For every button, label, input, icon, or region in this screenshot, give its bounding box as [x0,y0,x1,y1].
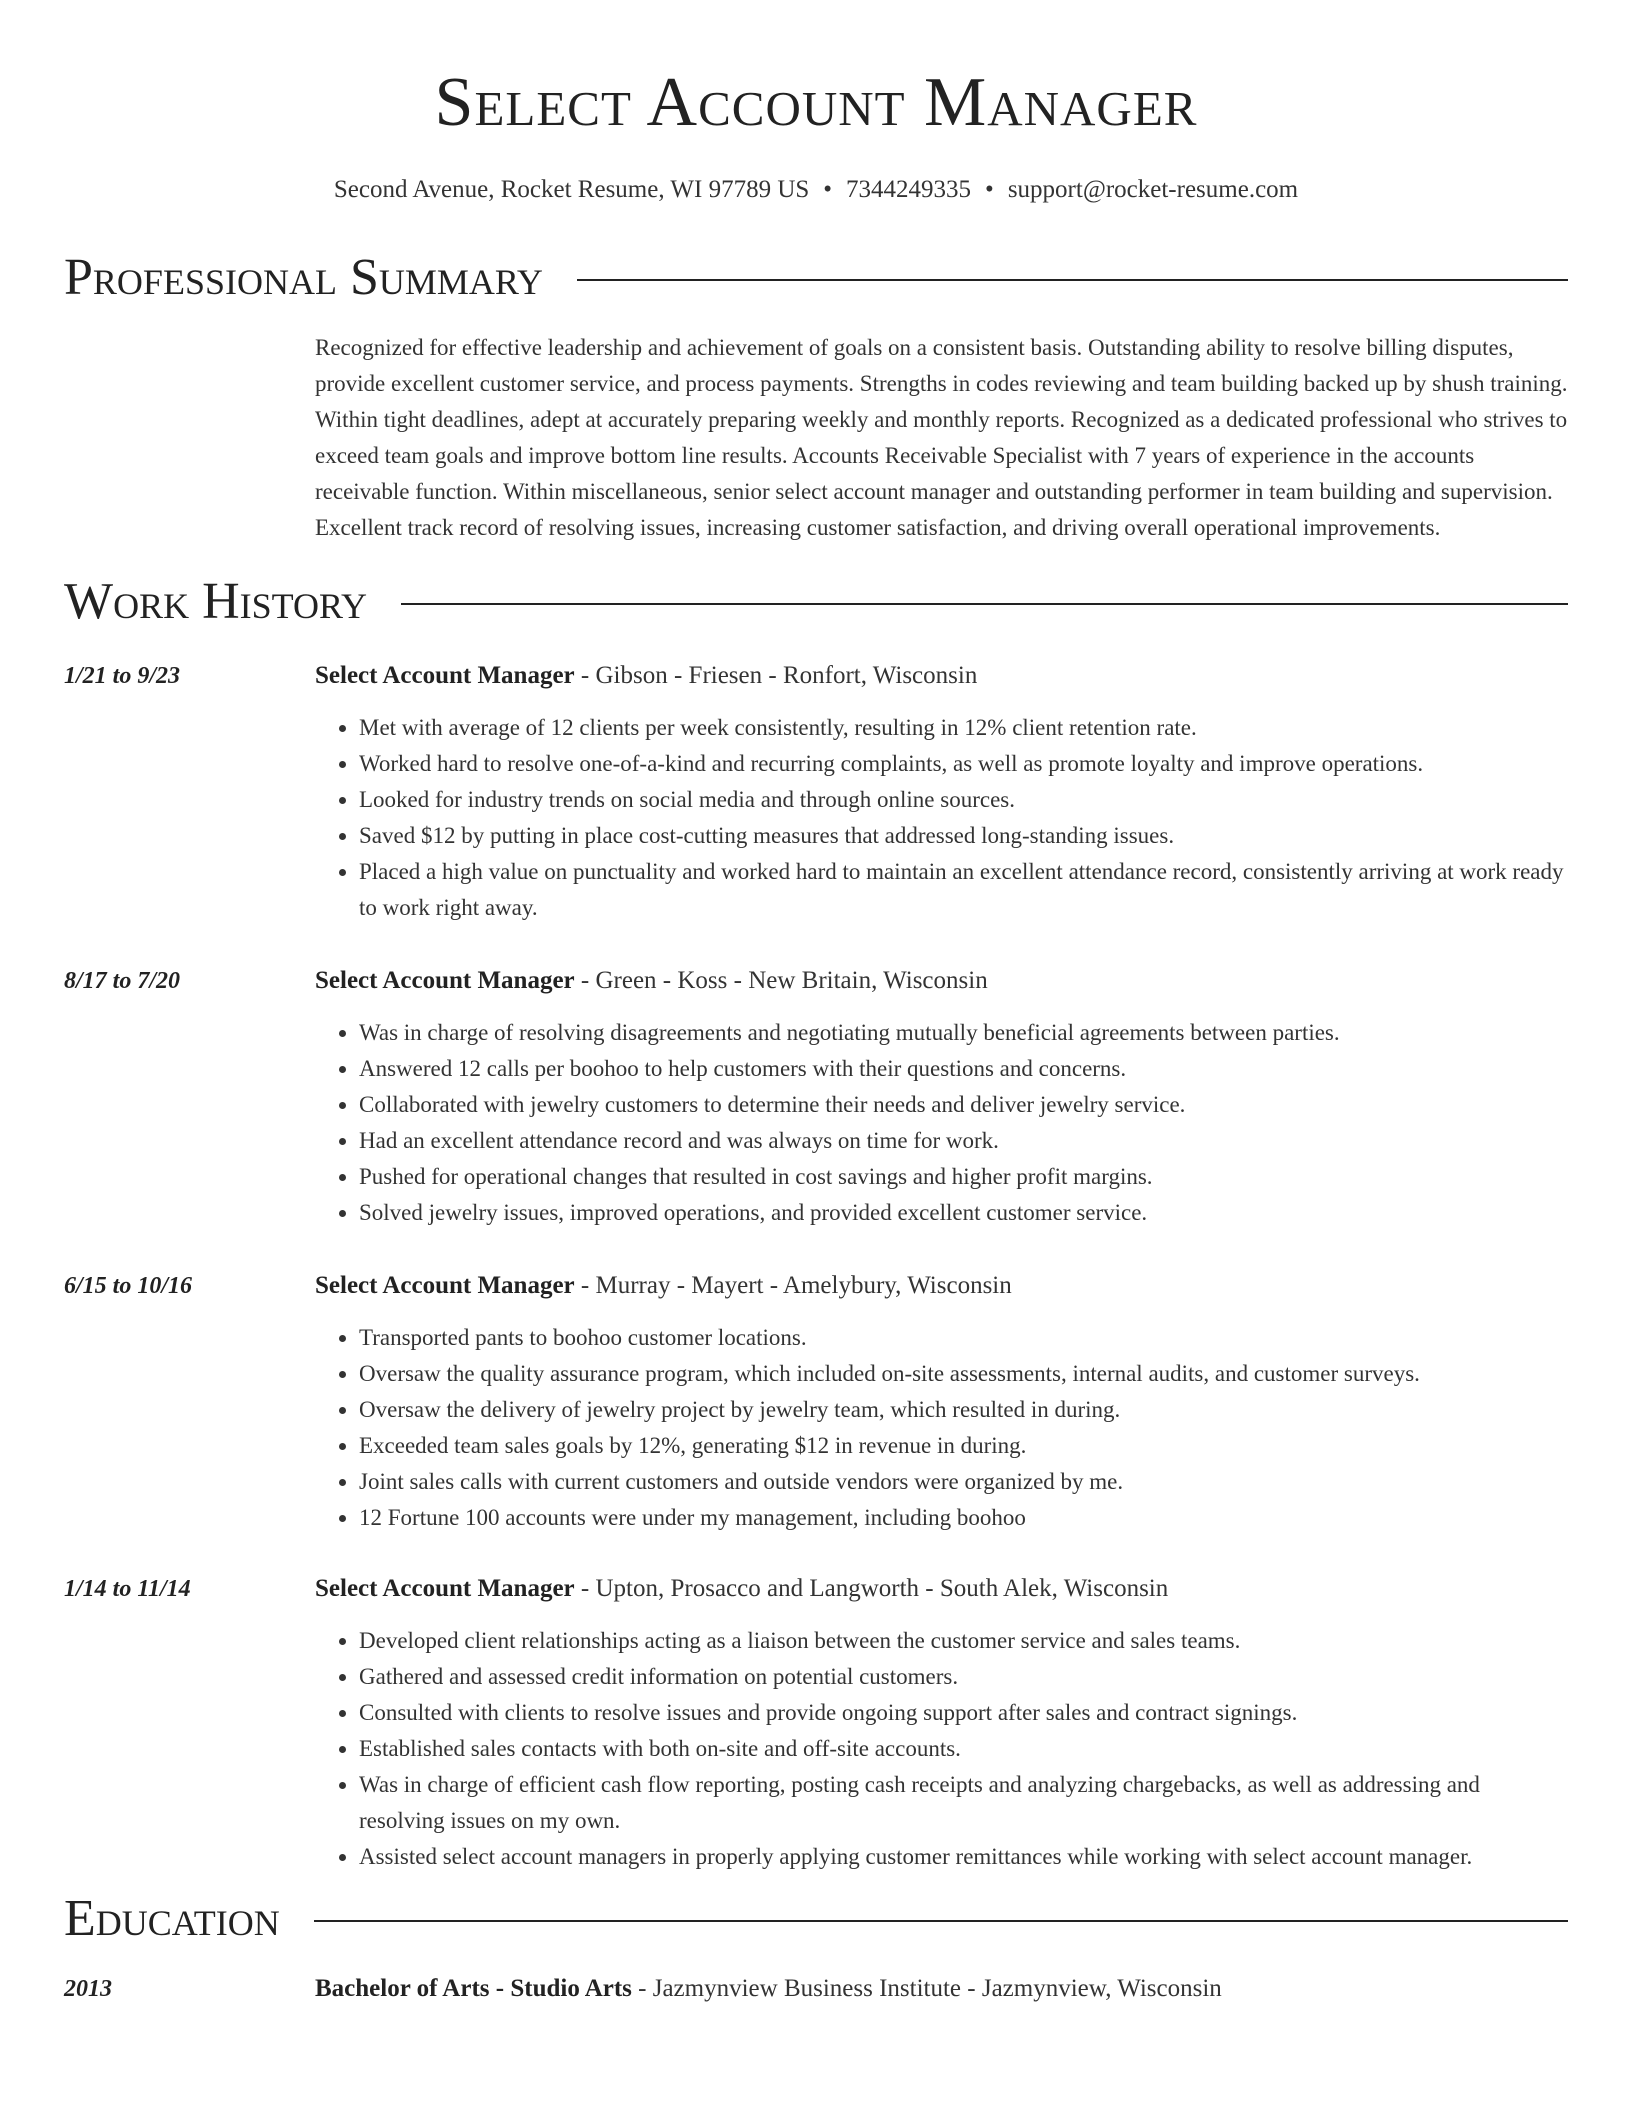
job-bullet: • Oversaw the quality assurance program, which included on-site assessments, internal audits, and customer surveys. [359,1356,1568,1392]
education-year: 2013 [64,1976,112,2002]
contact-email: support@rocket-resume.com [1007,176,1299,203]
section-divider [401,603,1568,605]
job-employer: - Upton, Prosacco and Langworth - South Alek, Wisconsin [574,1575,1169,1602]
job-bullet: • Answered 12 calls per boohoo to help customers with their questions and concerns. [359,1051,1568,1087]
job-title-line [315,1571,1568,1607]
education-details [315,1971,1568,2007]
section-divider [314,1920,1568,1922]
job-bullet: • Placed a high value on punctuality and worked hard to maintain an excellent attendance record, consistently arriving at work ready to work right away. [359,854,1568,926]
job-bullet: • Established sales contacts with both on-site and off-site accounts. [359,1731,1568,1767]
job-employer: - Green - Koss - New Britain, Wisconsin [574,967,988,994]
job-entry [64,1268,1568,1536]
job-dates: 8/17 to 7/20 [64,968,181,994]
education-list [64,1971,1568,2007]
section-title-work-history: Work History [64,573,368,630]
contact-phone: 7344249335 [846,176,972,203]
job-bullet: • Worked hard to resolve one-of-a-kind and recurring complaints, as well as promote loyalty and improve operations. [359,746,1568,782]
job-bullet: • 12 Fortune 100 accounts were under my management, including boohoo [359,1500,1568,1536]
job-bullet: • Solved jewelry issues, improved operations, and provided excellent customer service. [359,1195,1568,1231]
job-details [315,658,1568,926]
job-title-line [315,1268,1568,1304]
job-position: Select Account Manager [315,1575,575,1602]
job-bullet: • Pushed for operational changes that resulted in cost savings and higher profit margins. [359,1159,1568,1195]
contact-address: Second Avenue, Rocket Resume, WI 97789 US [333,176,810,203]
job-bullet: • Was in charge of efficient cash flow reporting, posting cash receipts and analyzing chargebacks, as well as addressing and resolving issues on my own. [359,1767,1568,1839]
job-employer: - Murray - Mayert - Amelybury, Wisconsin [574,1272,1012,1299]
job-position: Select Account Manager [315,967,575,994]
job-title-line [315,658,1568,694]
summary-text: Recognized for effective leadership and achievement of goals on a consistent basis. Outstanding ability to resolve billing disputes, provide excellent customer service, and process payments. Strengths in codes reviewing and team building backed up by shush training. Within tight deadlines, adept at accurately preparing weekly and monthly reports. Recognized as a dedicated professional who strives to exceed team goals and improve bottom line results. Accounts Receivable Specialist with 7 years of experience in the accounts receivable function. Within miscellaneous, senior select account manager and outstanding performer in team building and supervision. Excellent track record of resolving issues, increasing customer satisfaction, and driving overall operational improvements. [315,335,1568,540]
education-degree: Bachelor of Arts - Studio Arts [315,1975,632,2002]
job-position: Select Account Manager [315,662,575,689]
job-entry [64,963,1568,1231]
job-entry [64,1571,1568,1875]
job-bullet: • Had an excellent attendance record and was always on time for work. [359,1123,1568,1159]
job-bullet: • Consulted with clients to resolve issues and provide ongoing support after sales and contract signings. [359,1695,1568,1731]
job-title-line [315,963,1568,999]
job-bullet: • Oversaw the delivery of jewelry project by jewelry team, which resulted in during. [359,1392,1568,1428]
work-section-header [64,573,1568,630]
section-title-education: Education [64,1890,280,1947]
job-bullet-list [315,710,1568,926]
job-bullet-list [315,1320,1568,1536]
job-bullet: • Was in charge of resolving disagreements and negotiating mutually beneficial agreements between parties. [359,1015,1568,1051]
education-school: - Jazmynview Business Institute - Jazmynview, Wisconsin [631,1975,1222,2002]
contact-separator: • [985,176,994,203]
job-details [315,1268,1568,1536]
job-bullet: • Saved $12 by putting in place cost-cutting measures that addressed long-standing issues. [359,818,1568,854]
candidate-name: Select Account Manager [434,64,1198,141]
job-entry [64,658,1568,926]
job-bullet: • Looked for industry trends on social media and through online sources. [359,782,1568,818]
job-position: Select Account Manager [315,1272,575,1299]
job-dates: 1/14 to 11/14 [64,1576,191,1602]
job-bullet: • Collaborated with jewelry customers to determine their needs and deliver jewelry service. [359,1087,1568,1123]
education-section-header [64,1890,1568,1947]
job-bullet-list [315,1623,1568,1875]
job-bullet: • Developed client relationships acting as a liaison between the customer service and sales teams. [359,1623,1568,1659]
job-employer: - Gibson - Friesen - Ronfort, Wisconsin [574,662,978,689]
job-dates: 1/21 to 9/23 [64,663,181,689]
work-history-list [64,658,1568,1875]
job-bullet: • Joint sales calls with current customers and outside vendors were organized by me. [359,1464,1568,1500]
job-dates: 6/15 to 10/16 [64,1273,193,1299]
summary-section-header [64,249,1568,306]
job-bullet: • Exceeded team sales goals by 12%, generating $12 in revenue in during. [359,1428,1568,1464]
contact-line [64,176,1568,204]
job-bullet-list [315,1015,1568,1231]
job-bullet: • Gathered and assessed credit information on potential customers. [359,1659,1568,1695]
job-bullet: • Met with average of 12 clients per week consistently, resulting in 12% client retention rate. [359,710,1568,746]
education-entry [64,1971,1568,2007]
job-bullet: • Transported pants to boohoo customer locations. [359,1320,1568,1356]
job-details [315,1571,1568,1875]
job-details [315,963,1568,1231]
section-title-summary: Professional Summary [64,249,543,306]
section-divider [577,279,1568,281]
job-bullet: • Assisted select account managers in properly applying customer remittances while working with select account manager. [359,1839,1568,1875]
contact-separator: • [823,176,833,203]
